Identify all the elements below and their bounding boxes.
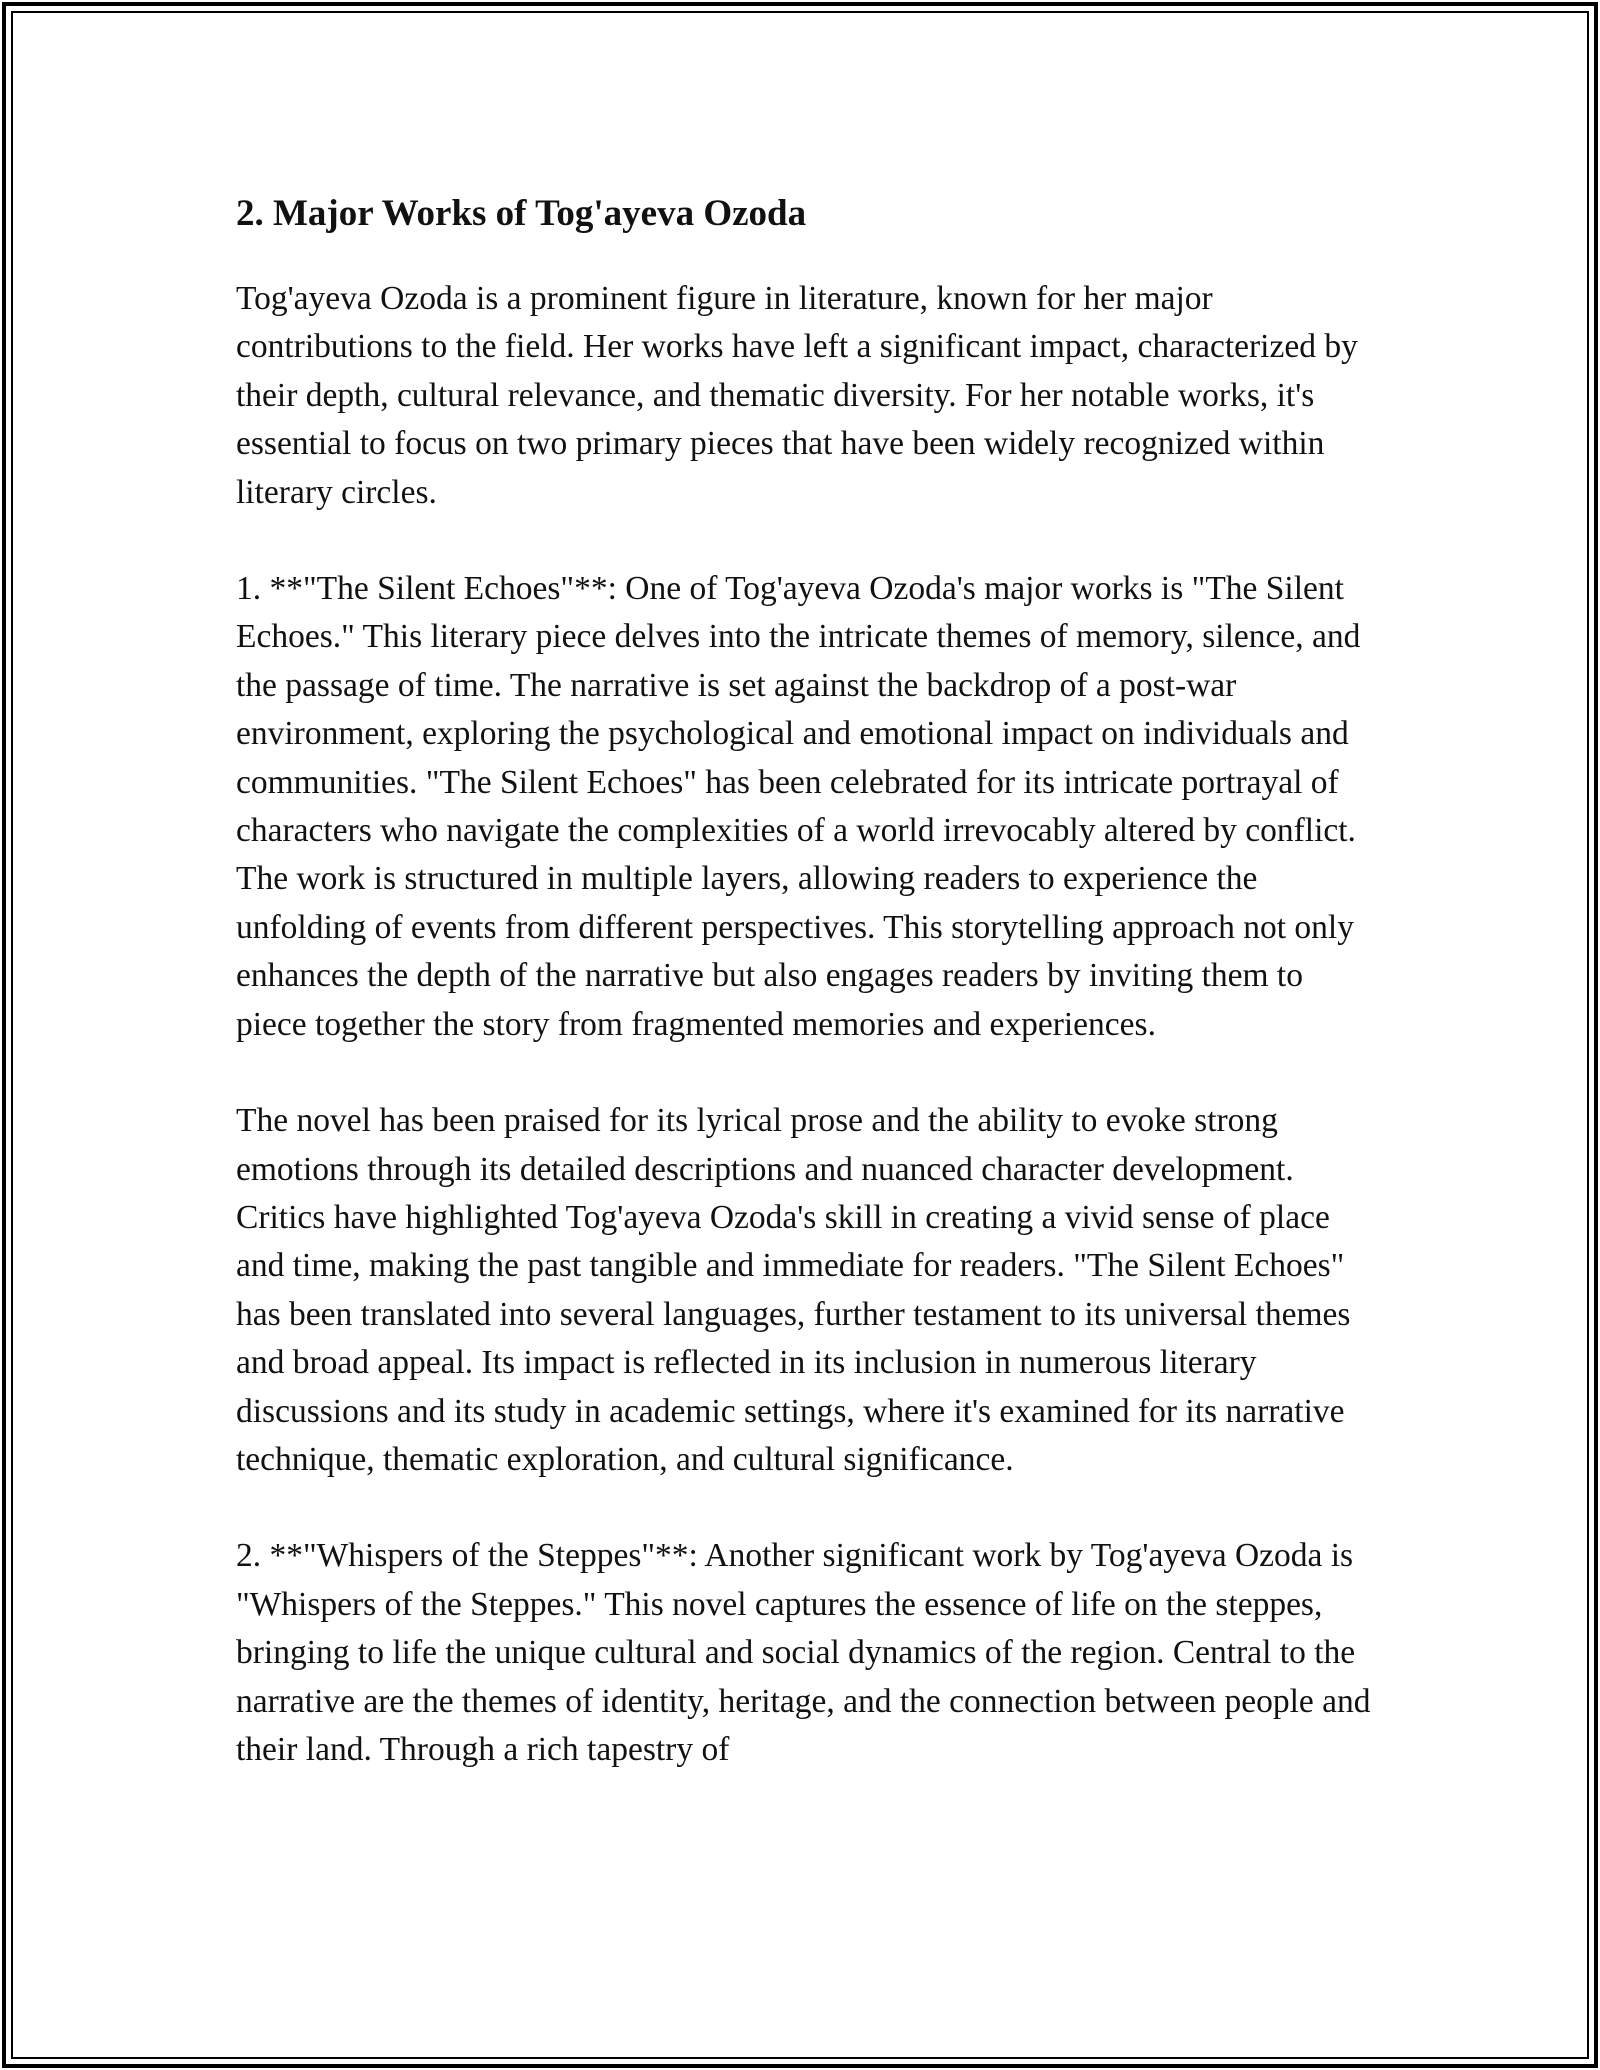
paragraph-whispers-of-the-steppes: 2. **"Whispers of the Steppes"**: Another significant work by Tog'ayeva Ozoda is "Whispers of the Steppes." This novel captures the essence of life on the steppes, bringing to life the unique cultural and social dynamics of the region. Central to the narrative are the themes of identity, heritage, and the connection between people and their land. Through a rich tapestry of (236, 1537, 1371, 1768)
section-heading: 2. Major Works of Tog'ayeva Ozoda (236, 193, 807, 234)
document-body (236, 180, 1371, 1822)
paragraph-intro: Tog'ayeva Ozoda is a prominent figure in literature, known for her major contributions to the field. Her works have left a significant impact, characterized by their depth, cultural relevance, and thematic diversity. For her notable works, it's essential to focus on two primary pieces that have been widely recognized within literary circles. (236, 280, 1358, 511)
paragraph-silent-echoes: 1. **"The Silent Echoes"**: One of Tog'ayeva Ozoda's major works is "The Silent Echoes." This literary piece delves into the intricate themes of memory, silence, and the passage of time. The narrative is set against the backdrop of a post-war environment, exploring the psychological and emotional impact on individuals and communities. "The Silent Echoes" has been celebrated for its intricate portrayal of characters who navigate the complexities of a world irrevocably altered by conflict. The work is structured in multiple layers, allowing readers to experience the unfolding of events from different perspectives. This storytelling approach not only enhances the depth of the narrative but also engages readers by inviting them to piece together the story from fragmented memories and experiences. (236, 570, 1361, 1043)
paragraph-silent-echoes-reception: The novel has been praised for its lyrical prose and the ability to evoke strong emotions through its detailed descriptions and nuanced character development. Critics have highlighted Tog'ayeva Ozoda's skill in creating a vivid sense of place and time, making the past tangible and immediate for readers. "The Silent Echoes" has been translated into several languages, further testament to its universal themes and broad appeal. Its impact is reflected in its inclusion in numerous literary discussions and its study in academic settings, where it's examined for its narrative technique, thematic exploration, and cultural significance. (236, 1102, 1351, 1478)
